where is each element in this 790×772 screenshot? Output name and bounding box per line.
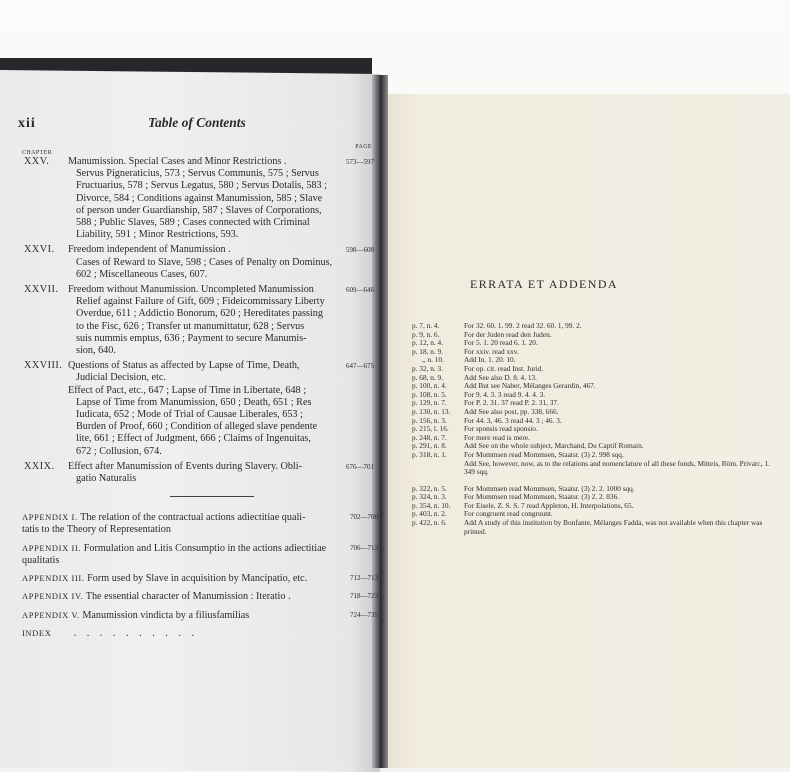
table-of-contents (18, 115, 378, 640)
chapter-summary-line: Effect of Pact, etc., 647 ; Lapse of Time in Libertate, 648 ; (68, 384, 307, 396)
chapter-number: XXVII. (24, 284, 59, 296)
chapter-heading: Questions of Status as affected by Lapse of Time, Death, (68, 360, 300, 372)
errata-text: For Eisele, Z. S. S. 7 read Appleton, H. Interpolations, 65. (464, 500, 634, 510)
errata-ref: p. 68, n. 9. (412, 372, 444, 382)
errata-entry (412, 519, 782, 536)
errata-ref: p. 324, n. 3. (412, 492, 447, 502)
appendix-title: Formulation and Litis Consumptio in the actions adiectitiae (83, 542, 327, 554)
errata-text: Add See on the whole subject, Marchand, Du Captif Romain. (464, 441, 644, 451)
chapter-heading-cont: gatio Naturalis (76, 473, 137, 485)
chapter-summary-line: Cases of Reward to Slave, 598 ; Cases of Penalty on Dominus, (76, 256, 333, 268)
errata-ref: p. 156, n. 3. (412, 415, 447, 425)
errata-ref: p. 7, n. 4. (412, 321, 440, 330)
errata-ref: p. 248, n. 7. (412, 432, 447, 442)
appendix-label: APPENDIX I. (22, 512, 78, 523)
section-divider (170, 496, 254, 497)
appendix-label: APPENDIX II. (22, 542, 82, 553)
errata-text: For 9. 4. 3. 3 read 9. 4. 4. 3. (464, 389, 546, 399)
chapter-summary-line: Fructuarius, 578 ; Servus Legatus, 580 ; Servus Dotalis, 583 ; (76, 180, 327, 192)
errata-list (412, 322, 782, 536)
page-number: xii (18, 116, 36, 131)
errata-ref: p. 130, n. 13. (412, 406, 451, 416)
chapter-heading-cont: Judicial Decision, etc. (76, 372, 166, 384)
appendix-entry (22, 572, 378, 585)
leader-dots: . . . . . . . . . . (54, 627, 199, 639)
appendix-pages: 706—713 (350, 543, 378, 552)
errata-title: ERRATA ET ADDENDA (470, 277, 618, 291)
chapter-summary-line: Overdue, 611 ; Addictio Bonorum, 620 ; Hereditates passing (76, 308, 323, 320)
appendix-pages: 724—735 (350, 610, 378, 619)
chapter-pages: 676—701 (346, 462, 374, 471)
errata-ref: p. 322, n. 5. (412, 483, 447, 493)
chapter-summary-line: to the Fisc, 626 ; Transfer ut manumittatur, 628 ; Servus (76, 320, 305, 332)
chapter-number: XXV. (24, 156, 50, 167)
errata-text: For der Juden read den Juden. (464, 329, 552, 339)
chapter-number: XXVI. (24, 244, 55, 256)
appendix-label: APPENDIX IV. (22, 591, 84, 602)
errata-text: For Mommsen read Mommsen, Staatsr. (3) 2. 998 sqq. (464, 449, 624, 459)
appendix-title: Form used by Slave in acquisition by Mancipatio, etc. (87, 573, 308, 585)
chapter-summary-line: Iudicata, 652 ; Mode of Trial of Causae Liberales, 653 ; (76, 409, 303, 421)
appendix-entry (22, 511, 378, 536)
chapter-summary-line: Liability, 591 ; Minor Restrictions, 593. (76, 229, 239, 241)
chapter-number: XXIX. (24, 460, 55, 472)
errata-ref: p. 422, n. 6. (412, 518, 447, 528)
errata-text: For mere read is mere. (464, 432, 530, 442)
errata-text: Add But see Naber, Mélanges Gerardin, 467. (464, 381, 596, 391)
errata-text: For 44. 3, 46. 3 read 44. 3 ; 46. 3. (464, 415, 562, 425)
appendix-title-cont: tatis to the Theory of Representation (22, 524, 171, 536)
errata-ref: p. 129, n. 7. (412, 398, 447, 408)
chapter-summary-line: Relief against Failure of Gift, 609 ; Fideicommissary Liberty (76, 296, 325, 308)
appendix-label: APPENDIX V. (22, 609, 80, 620)
chapter-number: XXVIII. (24, 360, 63, 372)
errata-ref: p. 12, n. 4. (412, 338, 444, 348)
errata-ref: p. 403, n. 2. (412, 509, 447, 519)
appendix-entry (22, 609, 378, 622)
errata-text: Add See also D. 8. 4. 13. (464, 372, 537, 382)
chapter-summary-line: of person under Guardianship, 587 ; Slaves of Corporations, (76, 204, 322, 216)
errata-text: Add A study of this institution by Bonfante, Mélanges Fadda, was not available when this chapter was printed. (464, 518, 763, 536)
appendix-entry (22, 590, 378, 603)
chapter-summary-line: 672 ; Collusion, 674. (76, 445, 162, 457)
errata-ref: ,, n. 10. (422, 355, 444, 365)
appendix-pages: 712—713 (350, 574, 378, 583)
chapter-column-label: CHAPTER (22, 150, 53, 156)
chapter-pages: 598—608 (346, 246, 374, 255)
chapter-summary-line: Servus Pigneraticius, 573 ; Servus Communis, 575 ; Servus (76, 168, 319, 180)
errata-text: For 5. 1. 20 read 6. 1. 20. (464, 338, 538, 348)
appendix-title: Manumission vindicta by a filiusfamilias (82, 609, 250, 621)
errata-ref: p. 354, n. 10. (412, 500, 451, 510)
errata-text: For xxiv. read xxv. (464, 346, 519, 356)
chapter-entry (22, 244, 378, 281)
errata-text: For P. 2. 31. 37 read P. 2. 31, 37. (464, 398, 559, 408)
appendix-pages: 702—706 (350, 513, 378, 522)
errata-ref: p. 100, n. 4. (412, 381, 447, 391)
chapter-summary-line: Divorce, 584 ; Conditions against Manumission, 585 ; Slave (76, 192, 323, 204)
chapter-summary-line: sion, 640. (76, 345, 116, 357)
chapter-heading: Effect after Manumission of Events during Slavery. Obli- (68, 460, 302, 472)
chapter-summary-line: Lapse of Time from Manumission, 650 ; Death, 651 ; Res (76, 396, 312, 408)
appendix-pages: 718—723 (350, 592, 378, 601)
chapter-entry (22, 360, 378, 458)
page-header (18, 115, 378, 144)
chapter-summary-line: 602 ; Miscellaneous Cases, 607. (76, 268, 208, 280)
chapter-heading: Freedom independent of Manumission . (68, 244, 231, 256)
chapter-pages: 647—675 (346, 362, 374, 371)
errata-text: For 32. 60. 1. 99. 2 read 32. 60. 1, 99. 2. (464, 321, 582, 330)
appendix-title: The relation of the contractual actions adiectitiae quali- (80, 512, 306, 524)
appendix-title: The essential character of Manumission : Iteratio . (85, 591, 291, 603)
page-column-label: PAGE (355, 144, 372, 150)
appendix-label: APPENDIX III. (22, 573, 85, 584)
appendix-entry (22, 542, 378, 567)
chapter-entry (22, 284, 378, 357)
column-headers (22, 144, 378, 156)
errata-text: Add In. 1. 20. 10. (464, 355, 516, 365)
chapter-entry (22, 461, 378, 485)
chapter-pages: 609—646 (346, 286, 374, 295)
errata-entry (412, 460, 782, 477)
index-entry (22, 627, 378, 640)
index-label: INDEX (22, 627, 52, 638)
errata-ref: p. 18, n. 9. (412, 346, 444, 356)
chapter-pages: 573—597 (346, 158, 374, 166)
chapter-summary-line: Burden of Proof, 660 ; Condition of alleged slave pendente (76, 421, 318, 433)
errata-ref: p. 291, n. 8. (412, 441, 447, 451)
appendix-title-cont: qualitatis (22, 554, 60, 566)
chapter-entry (22, 156, 378, 241)
chapter-summary-line: 588 ; Public Slaves, 589 ; Cases connected with Criminal (76, 217, 310, 229)
errata-ref: p. 215, l. 16. (412, 424, 449, 434)
page-title: Table of Contents (148, 115, 246, 130)
errata-text: For congruent read congruunt. (464, 509, 553, 519)
errata-text: Add See also post, pp. 338, 666. (464, 406, 559, 416)
errata-ref: p. 32, n. 3. (412, 363, 444, 373)
errata-ref: p. 9, n. 6. (412, 329, 440, 339)
errata-text: For Mommsen read Mommsen, Staatsr. (3) 2. 2. 1000 sqq. (464, 483, 635, 493)
errata-text: Add See, however, now, as to the relations and nomenclature of all these funds, Mitteis, Röm. Privatr., 1. 349 sqq. (464, 458, 771, 477)
errata-text: For sponsis read sponsio. (464, 424, 538, 434)
errata-text: For op. cit. read Inst. Jurid. (464, 363, 544, 373)
errata-ref: p. 108, n. 5. (412, 389, 447, 399)
chapter-heading: Manumission. Special Cases and Minor Restrictions . (68, 156, 287, 167)
errata-text: For Mommsen read Mommsen, Staatsr. (3) 2. 2. 836. (464, 492, 620, 502)
chapter-summary-line: suis nummis emptus, 636 ; Payment to secure Manumis- (76, 332, 307, 344)
chapter-summary-line: lite, 661 ; Effect of Judgment, 666 ; Claims of Ingenuitas, (76, 433, 311, 445)
errata-ref: p. 318, n. 1. (412, 449, 447, 459)
chapter-heading: Freedom without Manumission. Uncompleted Manumission (68, 284, 314, 296)
